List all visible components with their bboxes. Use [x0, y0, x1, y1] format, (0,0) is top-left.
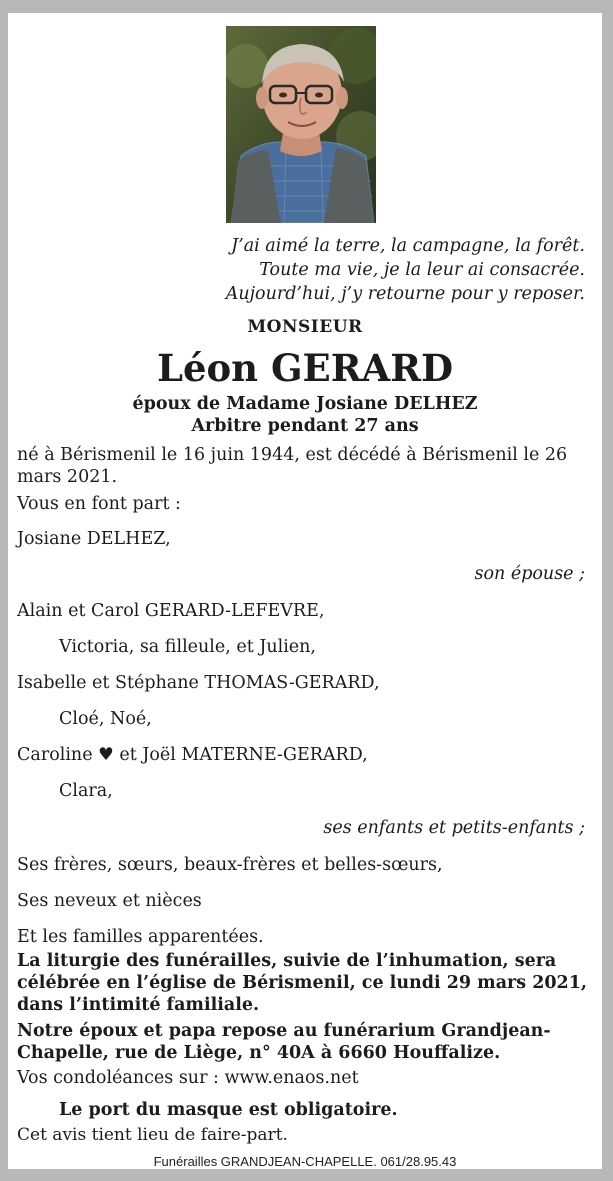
mask-notice: Le port du masque est obligatoire. [59, 1100, 398, 1120]
portrait-image [226, 26, 376, 223]
deceased-name: Léon GERARD [156, 346, 454, 390]
grandchildren-3: Clara, [59, 781, 113, 801]
spouse-line: époux de Madame Josiane DELHEZ [132, 394, 478, 414]
poem-line: Aujourd’hui, j’y retourne pour y reposer. [225, 284, 585, 304]
spouse-role: son épouse ; [474, 564, 585, 584]
poem-line: Toute ma vie, je la leur ai consacrée. [259, 260, 585, 280]
child-family-2: Isabelle et Stéphane THOMAS-GERARD, [17, 673, 380, 693]
nephews-line: Ses neveux et nièces [17, 891, 202, 911]
heart-icon: ♥ [98, 745, 114, 765]
child-family-3 [17, 745, 368, 765]
liturgy-text: La liturgie des funérailles, suivie de l’inhumation, sera célébrée en l’église de Bérismenil, ce lundi 29 mars 2021, dans l’intimité familiale. [17, 951, 588, 1015]
grandchildren-1: Victoria, sa filleule, et Julien, [59, 637, 316, 657]
role-line: Arbitre pendant 27 ans [191, 416, 419, 436]
siblings-line: Ses frères, sœurs, beaux-frères et belles-sœurs, [17, 855, 443, 875]
children-role: ses enfants et petits-enfants ; [323, 818, 585, 838]
relatives-line: Et les familles apparentées. [17, 927, 264, 947]
honorific: MONSIEUR [247, 317, 363, 337]
grandchildren-2: Cloé, Noé, [59, 709, 152, 729]
poem [226, 234, 585, 306]
child-family-1: Alain et Carol GERARD-LEFEVRE, [17, 601, 325, 621]
funeral-home-footer: Funérailles GRANDJEAN-CHAPELLE. 061/28.95.43 [153, 1154, 457, 1169]
spouse-name: Josiane DELHEZ, [17, 529, 171, 549]
condolences-text: Vos condoléances sur : www.enaos.net [17, 1068, 359, 1088]
birth-death-text: né à Bérismenil le 16 juin 1944, est décédé à Bérismenil le 26 mars 2021. [17, 445, 568, 487]
rest-place-text: Notre époux et papa repose au funérarium Grandjean-Chapelle, rue de Liège, n° 40A à 6660 Houffalize. [17, 1021, 551, 1063]
portrait-photo [226, 26, 376, 223]
obituary-page [8, 13, 602, 1169]
child3-rest: et Joël MATERNE-GERARD, [119, 745, 368, 765]
announce-text: Vous en font part : [17, 494, 181, 514]
poem-line: J’ai aimé la terre, la campagne, la forêt. [231, 236, 585, 256]
faire-part-notice: Cet avis tient lieu de faire-part. [17, 1125, 288, 1145]
child3-first: Caroline [17, 745, 93, 765]
